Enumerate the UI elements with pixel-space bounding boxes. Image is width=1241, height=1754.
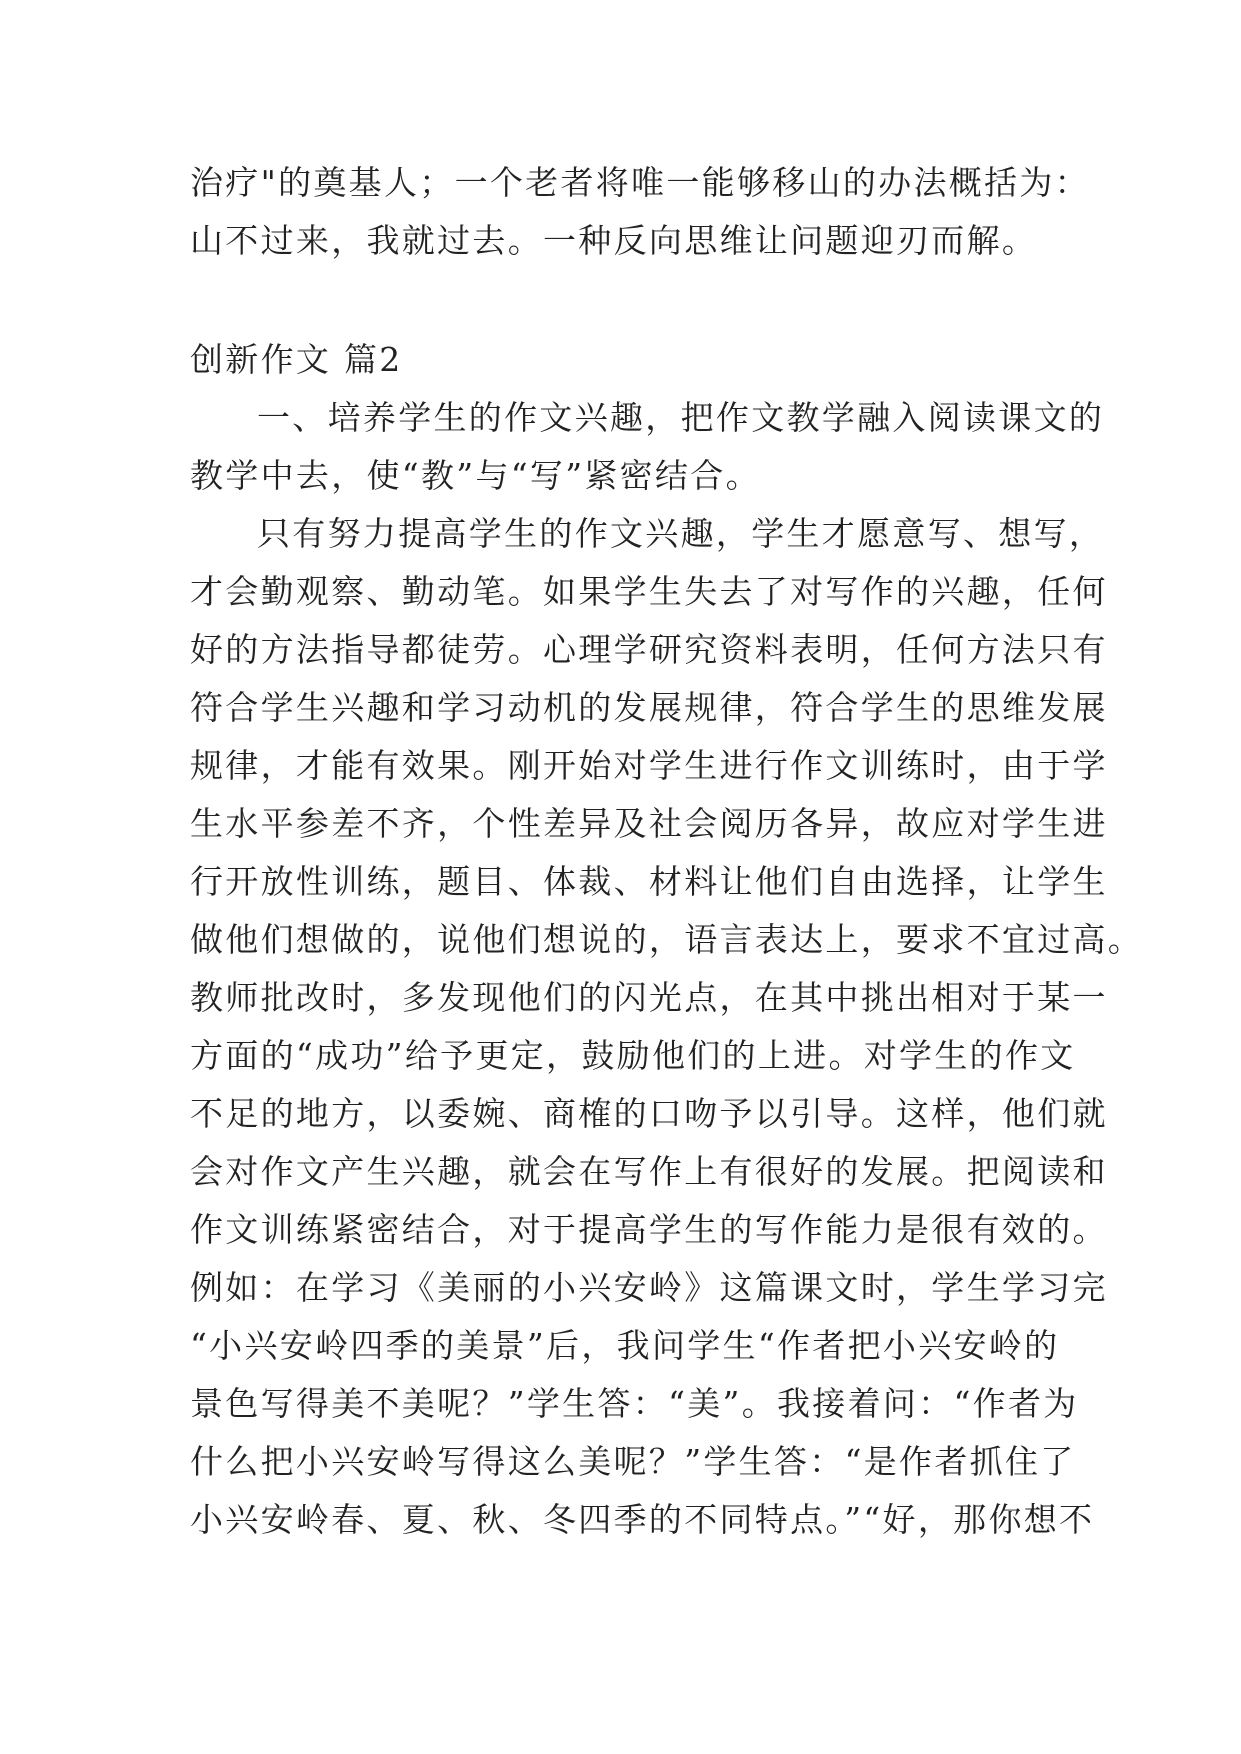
text-line: 行开放性训练，题目、体裁、材料让他们自由选择，让学生 [190,862,1108,901]
text-line: 好的方法指导都徒劳。心理学研究资料表明，任何方法只有 [190,630,1108,669]
section-heading: 创新作文 篇2 [190,340,403,379]
text-line: 做他们想做的，说他们想说的，语言表达上，要求不宜过高。 [190,920,1144,959]
text-line: 治疗"的奠基人；一个老者将唯一能够移山的办法概括为： [190,163,1090,202]
text-line: 作文训练紧密结合，对于提高学生的写作能力是很有效的。 [190,1210,1108,1249]
text-line: 山不过来，我就过去。一种反向思维让问题迎刃而解。 [190,221,1038,260]
text-line: 才会勤观察、勤动笔。如果学生失去了对写作的兴趣，任何 [190,572,1108,611]
text-line: 例如：在学习《美丽的小兴安岭》这篇课文时，学生学习完 [190,1268,1108,1307]
text-line: 规律，才能有效果。刚开始对学生进行作文训练时，由于学 [190,746,1108,785]
text-line: 一、培养学生的作文兴趣，把作文教学融入阅读课文的 [257,398,1105,437]
text-line: “小兴安岭四季的美景”后，我问学生“作者把小兴安岭的 [190,1326,1060,1365]
text-line: 小兴安岭春、夏、秋、冬四季的不同特点。”“好，那你想不 [190,1500,1095,1539]
text-line: 什么把小兴安岭写得这么美呢？”学生答：“是作者抓住了 [190,1442,1076,1481]
text-line: 不足的地方，以委婉、商榷的口吻予以引导。这样，他们就 [190,1094,1108,1133]
text-line: 生水平参差不齐，个性差异及社会阅历各异，故应对学生进 [190,804,1108,843]
text-line: 只有努力提高学生的作文兴趣，学生才愿意写、想写， [257,514,1105,553]
text-line: 符合学生兴趣和学习动机的发展规律，符合学生的思维发展 [190,688,1108,727]
text-line: 景色写得美不美呢？”学生答：“美”。我接着问：“作者为 [190,1384,1079,1423]
text-line: 会对作文产生兴趣，就会在写作上有很好的发展。把阅读和 [190,1152,1108,1191]
text-line: 方面的“成功”给予更定，鼓励他们的上进。对学生的作文 [190,1036,1076,1075]
text-line: 教师批改时，多发现他们的闪光点，在其中挑出相对于某一 [190,978,1108,1017]
text-line: 教学中去，使“教”与“写”紧密结合。 [190,456,761,495]
